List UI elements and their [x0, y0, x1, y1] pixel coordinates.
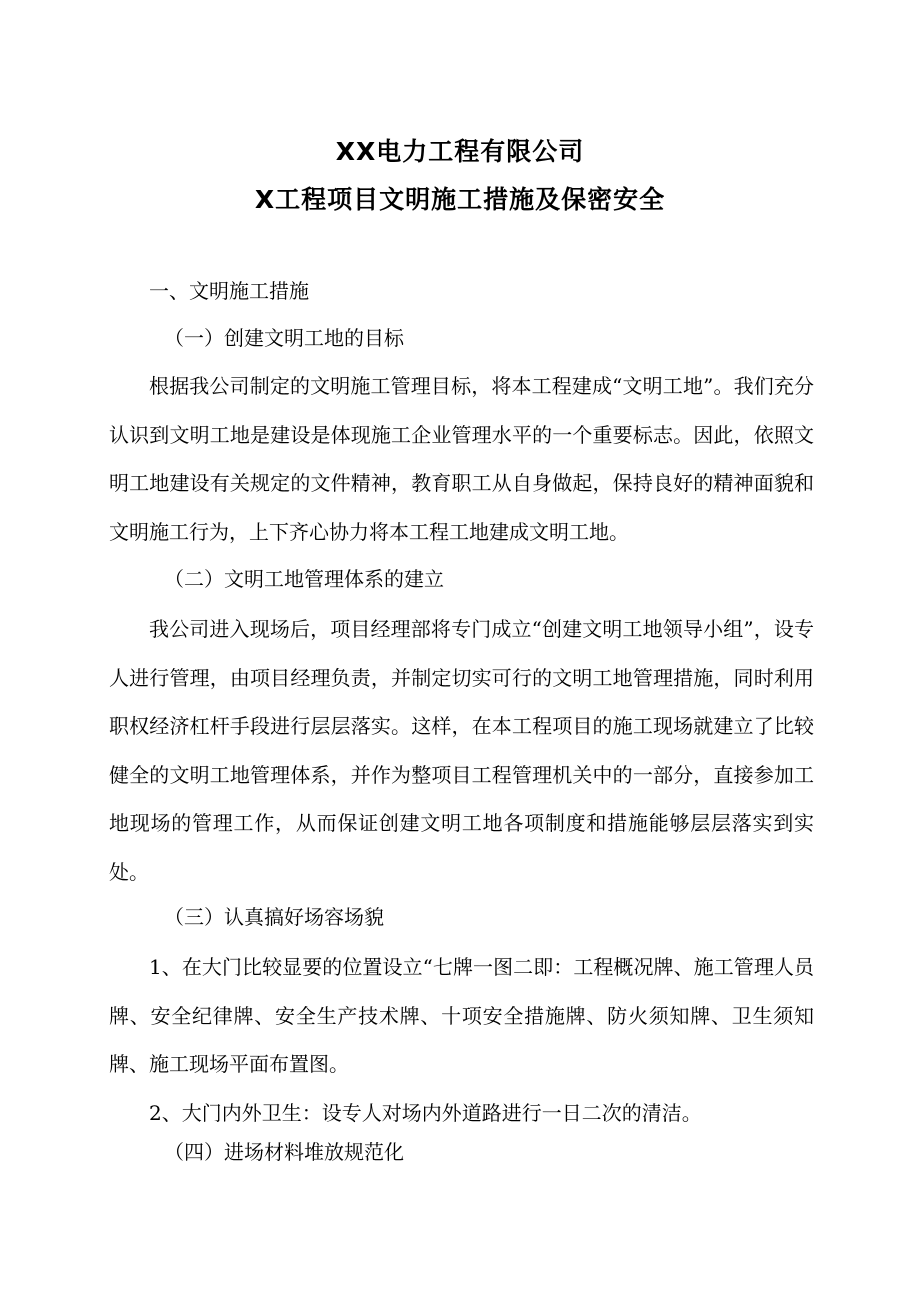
- subsection-heading-material-stacking: （四）进场材料堆放规范化: [164, 1140, 404, 1164]
- document-title-project: X工程项目文明施工措施及保密安全: [254, 185, 666, 214]
- subsection-heading-goal: （一）创建文明工地的目标: [164, 326, 404, 350]
- paragraph-management-system: 我公司进入现场后，项目经理部将专门成立“创建文明工地领导小组”，设专人进行管理，由项目经理负责，并制定切实可行的文明工地管理措施，同时利用职权经济杠杆手段进行层层落实。这样，在本工程项目的施工现场就建立了比较健全的文明工地管理体系，并作为整项目工程管理机关中的一部分，直接参加工地现场的管理工作，从而保证创建文明工地各项制度和措施能够层层落实到实处。: [109, 617, 814, 884]
- document-title-company: XX电力工程有限公司: [335, 137, 585, 166]
- paragraph-goal: 根据我公司制定的文明施工管理目标，将本工程建成“文明工地”。我们充分认识到文明工地是建设是体现施工企业管理水平的一个重要标志。因此，依照文明工地建设有关规定的文件精神，教育职工从自身做起，保持良好的精神面貌和文明施工行为，上下齐心协力将本工程工地建成文明工地。: [109, 374, 814, 544]
- section-heading-civilized-construction: 一、文明施工措施: [149, 279, 309, 303]
- subsection-heading-site-appearance: （三）认真搞好场容场貌: [164, 905, 384, 929]
- subsection-heading-management-system: （二）文明工地管理体系的建立: [164, 567, 444, 591]
- paragraph-site-signs: 1、在大门比较显要的位置设立“七牌一图二即：工程概况牌、施工管理人员牌、安全纪律牌、安全生产技术牌、十项安全措施牌、防火须知牌、卫生须知牌、施工现场平面布置图。: [109, 955, 814, 1076]
- paragraph-gate-hygiene: 2、大门内外卫生：设专人对场内外道路进行一日二次的清洁。: [149, 1101, 702, 1125]
